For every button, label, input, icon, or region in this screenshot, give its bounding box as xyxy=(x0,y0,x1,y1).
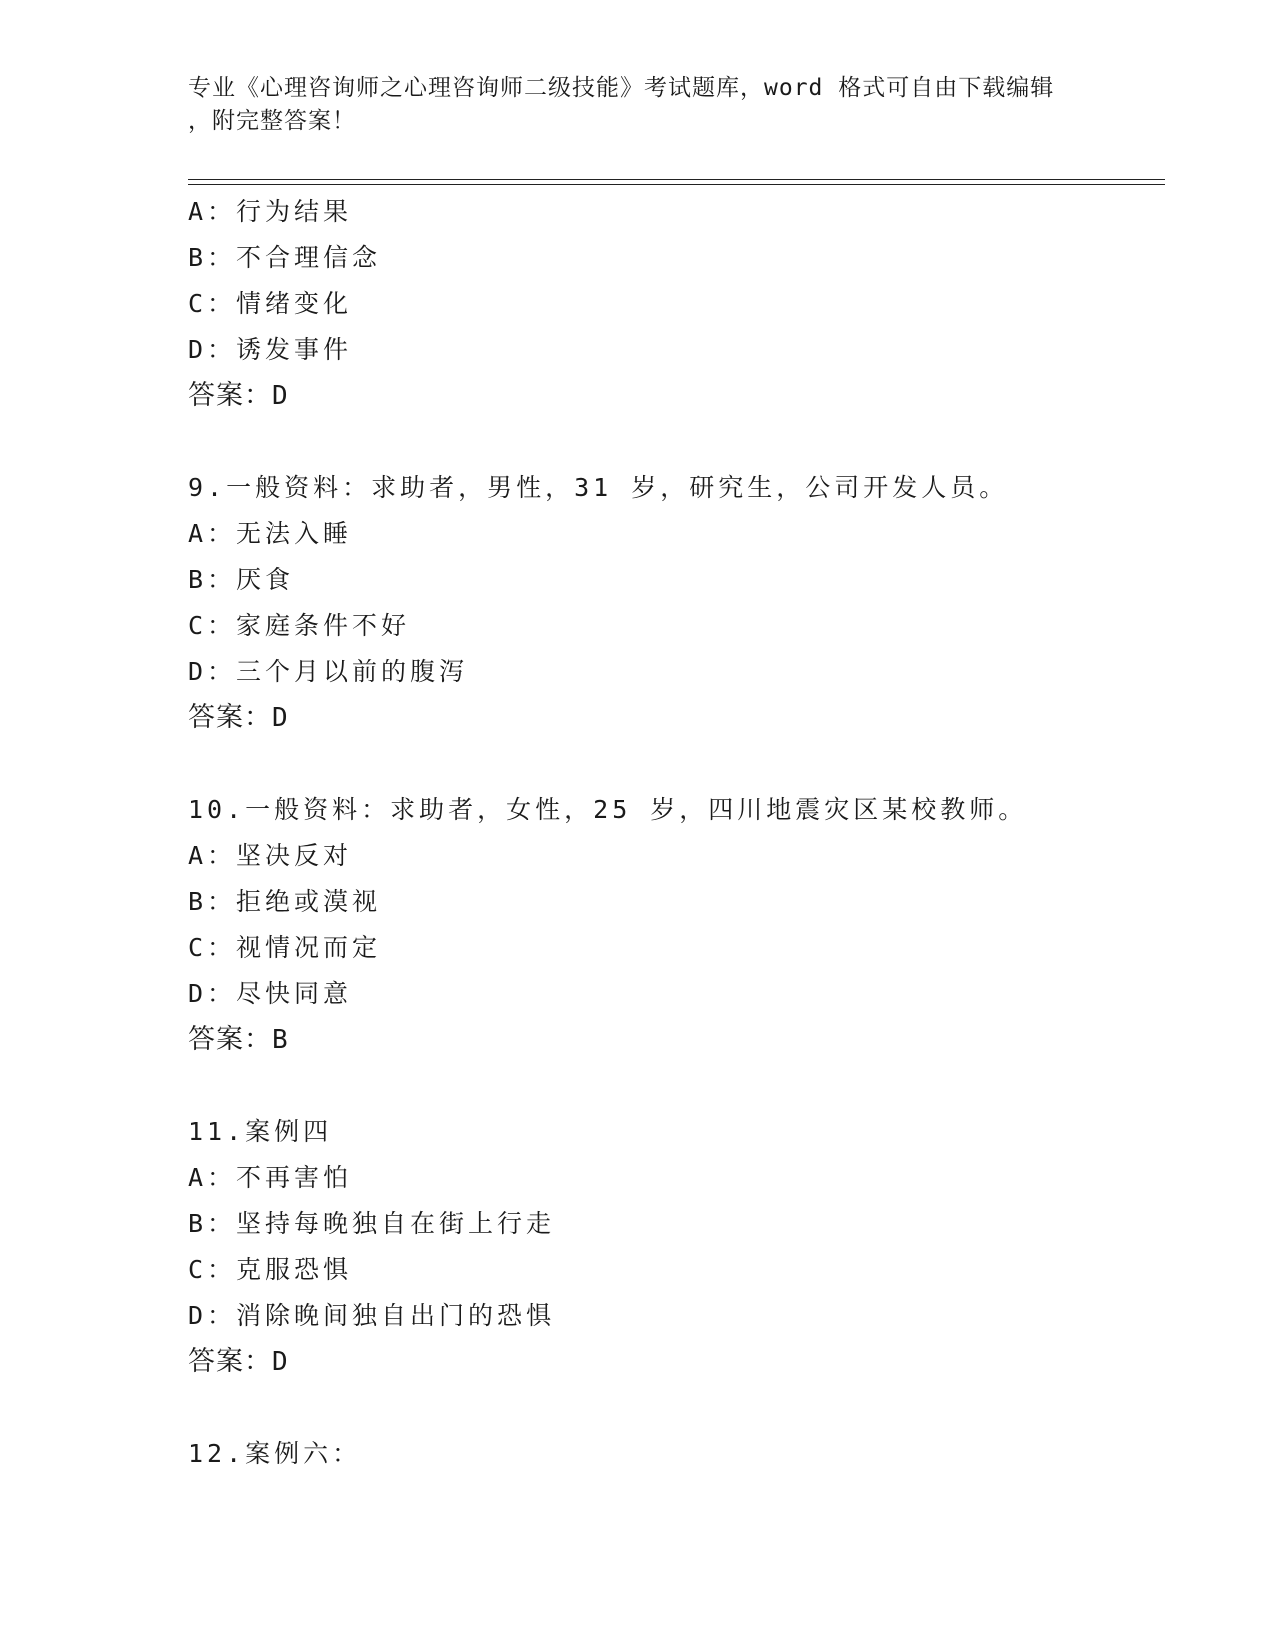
header-divider-top xyxy=(188,179,1165,180)
question-title: 11.案例四 xyxy=(188,1117,333,1146)
answer-label: 答案： xyxy=(188,1346,272,1377)
answer-line xyxy=(188,695,1188,741)
answer-line xyxy=(188,1017,1188,1063)
option-a: A：不再害怕 xyxy=(188,1163,353,1192)
option-c: C：视情况而定 xyxy=(188,933,382,962)
option-b: B：厌食 xyxy=(188,565,295,594)
option-a: A：无法入睡 xyxy=(188,519,353,548)
question-block-10 xyxy=(188,787,1188,1063)
option-c: C：情绪变化 xyxy=(188,289,353,318)
answer-label: 答案： xyxy=(188,380,272,411)
answer-value: D xyxy=(272,1347,289,1377)
answer-value: D xyxy=(272,381,289,411)
question-block-11 xyxy=(188,1109,1188,1385)
answer-line xyxy=(188,1339,1188,1385)
answer-line xyxy=(188,373,1188,419)
question-block-9 xyxy=(188,465,1188,741)
option-b: B：拒绝或漠视 xyxy=(188,887,382,916)
question-block-8 xyxy=(188,189,1188,419)
question-list xyxy=(188,189,1188,1477)
option-c: C：家庭条件不好 xyxy=(188,611,411,640)
option-b: B：坚持每晚独自在街上行走 xyxy=(188,1209,556,1238)
option-d: D：消除晚间独自出门的恐惧 xyxy=(188,1301,556,1330)
question-title: 12.案例六： xyxy=(188,1439,362,1468)
header-line-2: ，附完整答案！ xyxy=(188,108,356,134)
question-title: 10.一般资料：求助者，女性，25 岁，四川地震灾区某校教师。 xyxy=(188,795,1028,824)
question-title: 9.一般资料：求助者，男性，31 岁，研究生，公司开发人员。 xyxy=(188,473,1009,502)
option-b: B：不合理信念 xyxy=(188,243,382,272)
document-header xyxy=(188,72,1088,138)
option-a: A：行为结果 xyxy=(188,197,353,226)
question-block-12 xyxy=(188,1431,1188,1477)
option-d: D：三个月以前的腹泻 xyxy=(188,657,469,686)
answer-label: 答案： xyxy=(188,702,272,733)
answer-value: B xyxy=(272,1025,289,1055)
answer-value: D xyxy=(272,703,289,733)
header-divider-bottom xyxy=(188,184,1165,185)
option-c: C：克服恐惧 xyxy=(188,1255,353,1284)
header-line-1: 专业《心理咨询师之心理咨询师二级技能》考试题库，word 格式可自由下载编辑 xyxy=(188,75,1055,101)
option-d: D：诱发事件 xyxy=(188,335,353,364)
option-d: D：尽快同意 xyxy=(188,979,353,1008)
answer-label: 答案： xyxy=(188,1024,272,1055)
option-a: A：坚决反对 xyxy=(188,841,353,870)
